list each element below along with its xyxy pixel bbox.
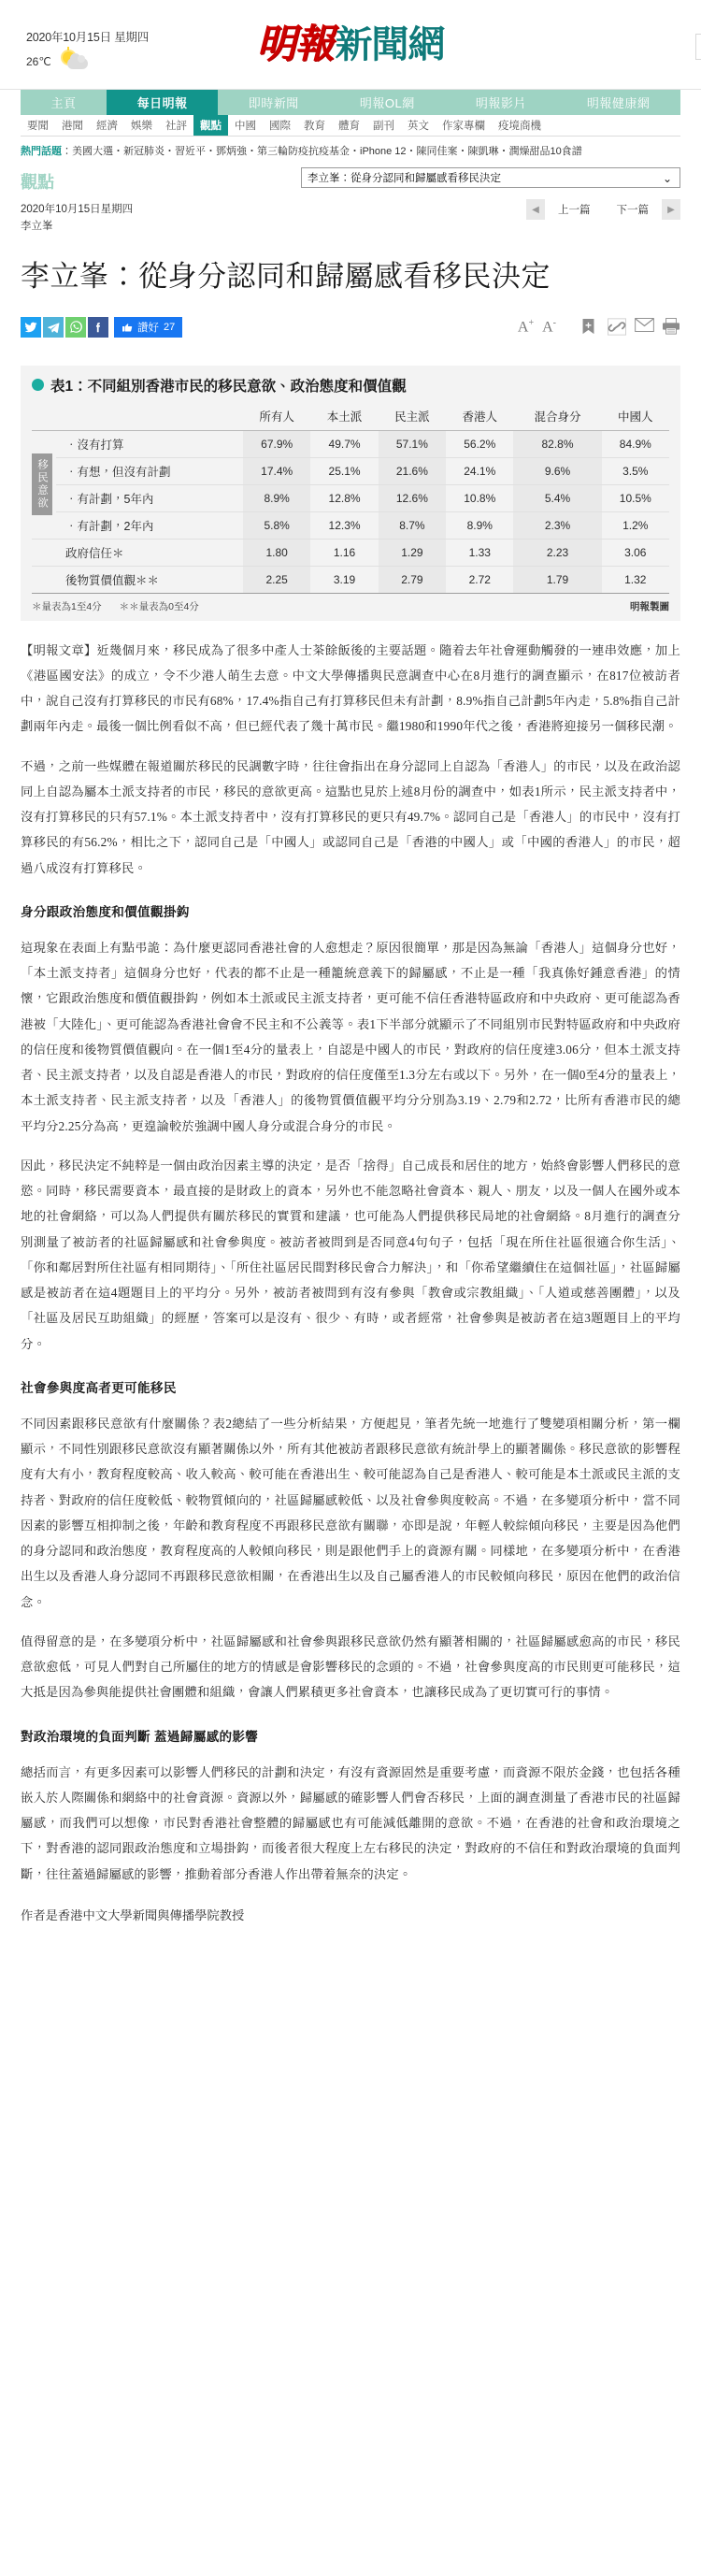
hot-topics-label: 熱門話題: [21, 146, 62, 157]
temperature-label: 26℃: [26, 55, 51, 68]
table-row: [32, 457, 669, 484]
row-label: ‧有想，但沒有計劃: [56, 457, 243, 484]
table-row: [32, 566, 669, 593]
email-icon[interactable]: [635, 318, 653, 337]
subnav-item-sports[interactable]: 體育: [338, 121, 360, 132]
nav-item-daily[interactable]: 每日明報: [107, 90, 218, 115]
cell: 5.4%: [513, 484, 601, 511]
subnav-item-economy[interactable]: 經濟: [96, 121, 118, 132]
subheading: 對政治環境的負面判斷 蓋過歸屬感的影響: [21, 1729, 259, 1744]
nav-item-instant[interactable]: 即時新聞: [248, 96, 299, 110]
subnav-item-columnists[interactable]: 作家專欄: [442, 121, 485, 132]
side-label-cell: [32, 430, 56, 539]
sun-behind-cloud-icon: [61, 51, 89, 72]
subnav-item-china[interactable]: 中國: [235, 121, 256, 132]
hot-topics-separator: ：: [62, 146, 72, 157]
share-toolbar: [21, 317, 680, 341]
figure-table-1: [21, 366, 680, 621]
col-header-all: 所有人: [259, 410, 294, 424]
logo-news-text: 新聞網: [335, 23, 445, 65]
subnav-item-supplement[interactable]: 副刊: [373, 121, 394, 132]
share-buttons: [21, 317, 182, 338]
prev-article-link[interactable]: 上一篇: [558, 205, 591, 217]
cell: 57.1%: [379, 430, 446, 457]
article-select-value: 李立峯：從身分認同和歸屬感看移民決定: [308, 173, 501, 185]
next-article-link[interactable]: 下一篇: [616, 205, 649, 217]
font-decrease-letter: A: [542, 319, 553, 336]
prev-arrow-icon[interactable]: ◀: [526, 199, 545, 220]
col-header-hongkonger: 香港人: [462, 410, 498, 424]
cell: 12.6%: [379, 484, 446, 511]
like-label: 讚好: [137, 322, 159, 334]
twitter-icon[interactable]: [21, 317, 41, 338]
section-row: [21, 167, 680, 195]
row-label: ‧有計劃，2年內: [56, 511, 243, 539]
page-title: 李立峯：從身分認同和歸屬感看移民決定: [21, 260, 551, 294]
paragraph: 總括而言，有更多因素可以影響人們移民的計劃和決定，有沒有資源固然是重要考慮，而資源不限於金錢，也包括各種嵌入於人際關係和網絡中的社會資源。資源以外，歸屬感的確影響人們會否移民，上面的調查測量了香港市民的社區歸屬感，而我們可以想像，市民對香港社會整體的歸屬感也有可能減低離開的意欲。不過，在香港的社會和政治環境之下，對香港的認同跟政治態度和立場掛鈎，而後者很大程度上左右移民的決定，對政府的不信任和對政治環境的負面判斷，往往蓋過歸屬感的影響，推動着部分香港人作出帶着無奈的決定。: [21, 1764, 680, 1881]
figure-footer: [32, 599, 669, 613]
header-search-edge[interactable]: [695, 34, 701, 60]
paragraph: 因此，移民決定不純粹是一個由政治因素主導的決定，是否「捨得」自己成長和居住的地方，始終會影響人們移民的意慾。同時，移民需要資本，最直接的是財政上的資本，另外也不能忽略社會資本、親人、朋友，以及一個人在國外或本地的社會網絡，可以為人們提供有關於移民的實質和建議，也可能為人們提供移民局地的社會網絡。8月進行的調查分別測量了被訪者的社區歸屬感和社會參與度。被訪者被問到是否同意4句句子，包括「現在所住社區很適合你生活」、「你和鄰居對所住社區有相同期待」、「所住社區居民間對移民會合力解決」，和「你希望繼續住在這個社區」，社區歸屬感是被訪者在這4題題目上的平均分。另外，被訪者被問到有沒有參與「教會或宗教組織」、「人道或慈善團體」，以及「社區及居民互助組織」的經歷，答案可以是沒有、很少、有時，或者經常，社會參與是被訪者在這3題題目上的平均分。: [21, 1158, 680, 1351]
font-increase-button[interactable]: [518, 318, 534, 336]
table-row: [32, 430, 669, 457]
figure-note-1: ＊量表為1至4分: [32, 600, 102, 612]
article-pager: [526, 199, 680, 220]
article-date: 2020年10月15日星期四: [21, 204, 134, 216]
cell: 1.2%: [602, 511, 669, 539]
paragraph: 這現象在表面上有點弔詭：為什麼更認同香港社會的人愈想走？原因很簡單，那是因為無論「香港人」這個身分也好，「本土派支持者」這個身分也好，代表的都不止是一種籠統意義下的歸屬感，不止是一種「我真係好鍾意香港」的情懷，它跟政治態度和價值觀掛鈎，例如本土派或民主派支持者，更可能不信任香港特區政府和中央政府、更可能認為香港被「大陸化」、更可能認為香港社會會不民主和不公義等。表1下半部分就顯示了不同組別市民對特區政府和中央政府的信任度和後物質價值觀向。在一個1至4分的量表上，自認是中國人的市民，對政府的信任度達3.06分，但本土派支持者、民主派支持者，以及自認是香港人的市民，對政府的信任度僅至1.3分左右或以下。另外，在一個0至4分的量表上，本土派支持者、民主派支持者，以及「香港人」的後物質價值觀平均分分別為3.19、2.79和2.72，比所有香港市民的總平均分2.25分為高，更遑論較於強調中國人身分或混合身分的市民。: [21, 940, 680, 1133]
cell: 3.19: [310, 566, 378, 593]
subnav-item-education[interactable]: 教育: [304, 121, 325, 132]
col-header-mixed: 混合身分: [534, 410, 581, 424]
side-label-head: [32, 403, 56, 431]
cell: 3.5%: [602, 457, 669, 484]
table-row: [32, 511, 669, 539]
site-header: [0, 0, 701, 90]
cell: 5.8%: [243, 511, 310, 539]
author-byline: 作者是香港中文大學新聞與傳播學院教授: [21, 1907, 245, 1922]
paragraph: 【明報文章】近幾個月來，移民成為了很多中產人士茶餘飯後的主要話題。隨着去年社會運動觸發的一連串效應，加上《港區國安法》的成立，令不少港人萌生去意。中文大學傳播與民意調查中心在8月進行的調查顯示，在817位被訪者中，說自己沒有打算移民的市民有68%，17.4%指自己有打算移民但未有計劃，8.9%指自己計劃5年內走，5.8%指自己計劃兩年內走。最後一個比例看似不高，但已經代表了幾十萬市民。繼1980和1990年代之後，香港將迎接另一個移民潮。: [21, 642, 680, 734]
cell: 3.06: [602, 539, 669, 566]
col-header-chinese: 中國人: [618, 410, 653, 424]
subheading: 身分跟政治態度和價值觀掛鈎: [21, 904, 190, 919]
main-navigation: [21, 90, 680, 115]
subheading: 社會參與度高者更可能移民: [21, 1380, 177, 1395]
thumbs-up-icon: [122, 322, 133, 333]
article-tools: [518, 318, 680, 337]
cell: 12.3%: [310, 511, 378, 539]
font-increase-letter: A: [517, 319, 529, 336]
like-count: 27: [164, 321, 176, 333]
side-label-text: 移民意欲: [32, 453, 52, 515]
side-label-spacer: [32, 566, 56, 593]
cell: 25.1%: [310, 457, 378, 484]
header-date: 2020年10月15日 星期四: [26, 31, 150, 44]
cell: 21.6%: [379, 457, 446, 484]
hot-topics-text[interactable]: 美國大選・新冠肺炎・習近平・鄧炳強・第三輪防疫抗疫基金・iPhone 12・陳同佳案・陳凱琳・潤燥甜品10食譜: [72, 146, 582, 157]
subnav-item-hongkong[interactable]: 港聞: [62, 121, 83, 132]
subnav-item-entertainment[interactable]: 娛樂: [131, 121, 152, 132]
subnav-item-viewpoint[interactable]: 觀點: [193, 115, 228, 136]
cell: 8.9%: [243, 484, 310, 511]
cell: 8.9%: [446, 511, 513, 539]
subnav-item-business-opportunity[interactable]: 疫境商機: [498, 121, 541, 132]
figure-title-row: [32, 375, 669, 396]
article-select[interactable]: [301, 167, 680, 188]
subnav-item-international[interactable]: 國際: [269, 121, 291, 132]
paragraph: 不過，之前一些媒體在報道關於移民的民調數字時，往往會指出在身分認同上自認為「香港人」的市民，以及在政治認同上自認為屬本土派支持者的市民，移民的意欲更高。這點也見於上述8月份的調查中，如表1所示，民主派支持者中，沒有打算移民的只有57.1%。本土派支持者中，沒有打算移民的更只有49.7%。認同自己是「香港人」的市民中，沒有打算移民的有56.2%，相比之下，認同自己是「中國人」或認同自己是「香港的中國人」或「中國的香港人」的市民，超過八成沒有打算移民。: [21, 758, 680, 875]
figure-note-2: ＊＊量表為0至4分: [119, 600, 199, 612]
col-header-democrat: 民主派: [394, 410, 430, 424]
bookmark-add-icon[interactable]: [580, 318, 599, 337]
chevron-down-icon: ⌄: [662, 172, 672, 186]
cell: 1.80: [243, 539, 310, 566]
subnav-item-headline[interactable]: 要聞: [27, 121, 49, 132]
row-label: ‧有計劃，5年內: [56, 484, 243, 511]
cell: 9.6%: [513, 457, 601, 484]
data-table: [32, 403, 669, 594]
hot-topics-bar: [21, 145, 680, 158]
paragraph: 值得留意的是，在多變項分析中，社區歸屬感和社會參與跟移民意欲仍然有顯著相關的，社區歸屬感愈高的市民，移民意欲愈低，可見人們對自己所屬住的地方的情感是會影響移民的念頭的。不過，社會參與度高的市民則更可能移民，這大抵是因為參與能提供社會團體和組織，會讓人們累積更多社會資本，也讓移民成為了更切實可行的事情。: [21, 1633, 680, 1700]
figure-credit: 明報製圖: [630, 600, 669, 612]
cell: 24.1%: [446, 457, 513, 484]
cell: 67.9%: [243, 430, 310, 457]
side-label-spacer: [32, 539, 56, 566]
font-increase-sign: +: [528, 317, 535, 328]
cell: 1.79: [513, 566, 601, 593]
nav-item-home[interactable]: 主頁: [50, 96, 77, 110]
printer-icon[interactable]: [662, 318, 680, 337]
link-icon[interactable]: [608, 318, 626, 337]
cell: 49.7%: [310, 430, 378, 457]
weather-widget: [26, 51, 89, 72]
cell: 1.29: [379, 539, 446, 566]
site-logo[interactable]: [256, 13, 444, 69]
cell: 56.2%: [446, 430, 513, 457]
cell: 1.16: [310, 539, 378, 566]
cell: 2.25: [243, 566, 310, 593]
cell: 17.4%: [243, 457, 310, 484]
cell: 12.8%: [310, 484, 378, 511]
bullet-dot-icon: [32, 379, 44, 391]
whatsapp-icon[interactable]: [65, 317, 86, 338]
facebook-icon[interactable]: [88, 317, 108, 338]
row-label: 後物質價值觀＊＊: [56, 566, 243, 593]
cell: 10.8%: [446, 484, 513, 511]
section-title: 觀點: [21, 173, 54, 193]
table-row: [32, 484, 669, 511]
cell: 2.23: [513, 539, 601, 566]
nav-item-video[interactable]: 明報影片: [475, 96, 526, 110]
nav-item-ol[interactable]: 明報OL網: [359, 96, 415, 110]
nav-item-health[interactable]: 明報健康網: [586, 96, 651, 110]
telegram-icon[interactable]: [43, 317, 64, 338]
like-button[interactable]: [114, 317, 182, 338]
table-header-row: [32, 403, 669, 431]
row-label: ‧沒有打算: [56, 430, 243, 457]
table-body: [32, 430, 669, 593]
cell: 2.79: [379, 566, 446, 593]
paragraph: 不同因素跟移民意欲有什麼關係？表2總結了一些分析結果，方便起見，筆者先統一地進行了雙變項相關分析，第一欄顯示，不同性別跟移民意欲沒有顯著關係以外，所有其他被訪者跟移民意欲有統計學上的顯著關係。移民意欲的影響程度有大有小，教育程度較高、收入較高、較可能在香港出生、較可能認為自己是香港人、較可能是本土派或民主派的支持者、對政府的信任度較低、較物質傾向的，社區歸屬感較低、以及社會參與度較高。不過，在多變項分析中，當不同因素的影響互相抑制之後，年齡和教育程度不再跟移民意欲有關聯，亦即是說，年輕人較綜傾向移民，主要是因為他們的身分認同和政治態度，教育程度高的人較傾向移民，則是跟他們手上的資源有關。同樣地，在多變項分析中，在香港出生以及香港人身分認同不再跟移民意欲相關，在香港出生以及自己屬香港人的市民較傾向移民，原因在他們的政治信念。: [21, 1416, 680, 1609]
cell: 82.8%: [513, 430, 601, 457]
cell: 1.33: [446, 539, 513, 566]
article-body: [21, 638, 680, 1923]
article-meta-row: [21, 201, 680, 240]
table-row: [32, 539, 669, 566]
cell: 1.32: [602, 566, 669, 593]
figure-title: 表1：不同組別香港市民的移民意欲、政治態度和價值觀: [50, 378, 407, 395]
cell: 10.5%: [602, 484, 669, 511]
logo-mingpao-text: 明報: [256, 23, 334, 66]
font-decrease-button[interactable]: [542, 318, 556, 336]
col-header-localist: 本土派: [326, 410, 363, 424]
next-arrow-icon[interactable]: ▶: [662, 199, 680, 220]
subnav-item-english[interactable]: 英文: [408, 121, 429, 132]
cell: 84.9%: [602, 430, 669, 457]
figure-notes: [32, 599, 214, 613]
cell: 2.3%: [513, 511, 601, 539]
row-label: 政府信任＊: [56, 539, 243, 566]
cell: 2.72: [446, 566, 513, 593]
subnav-item-editorial[interactable]: 社評: [165, 121, 187, 132]
table-head: [32, 403, 669, 431]
article-author: 李立峯: [21, 221, 53, 233]
sub-navigation: [21, 115, 680, 137]
cell: 8.7%: [379, 511, 446, 539]
font-decrease-sign: -: [552, 317, 556, 328]
row-label-header: [56, 403, 243, 431]
